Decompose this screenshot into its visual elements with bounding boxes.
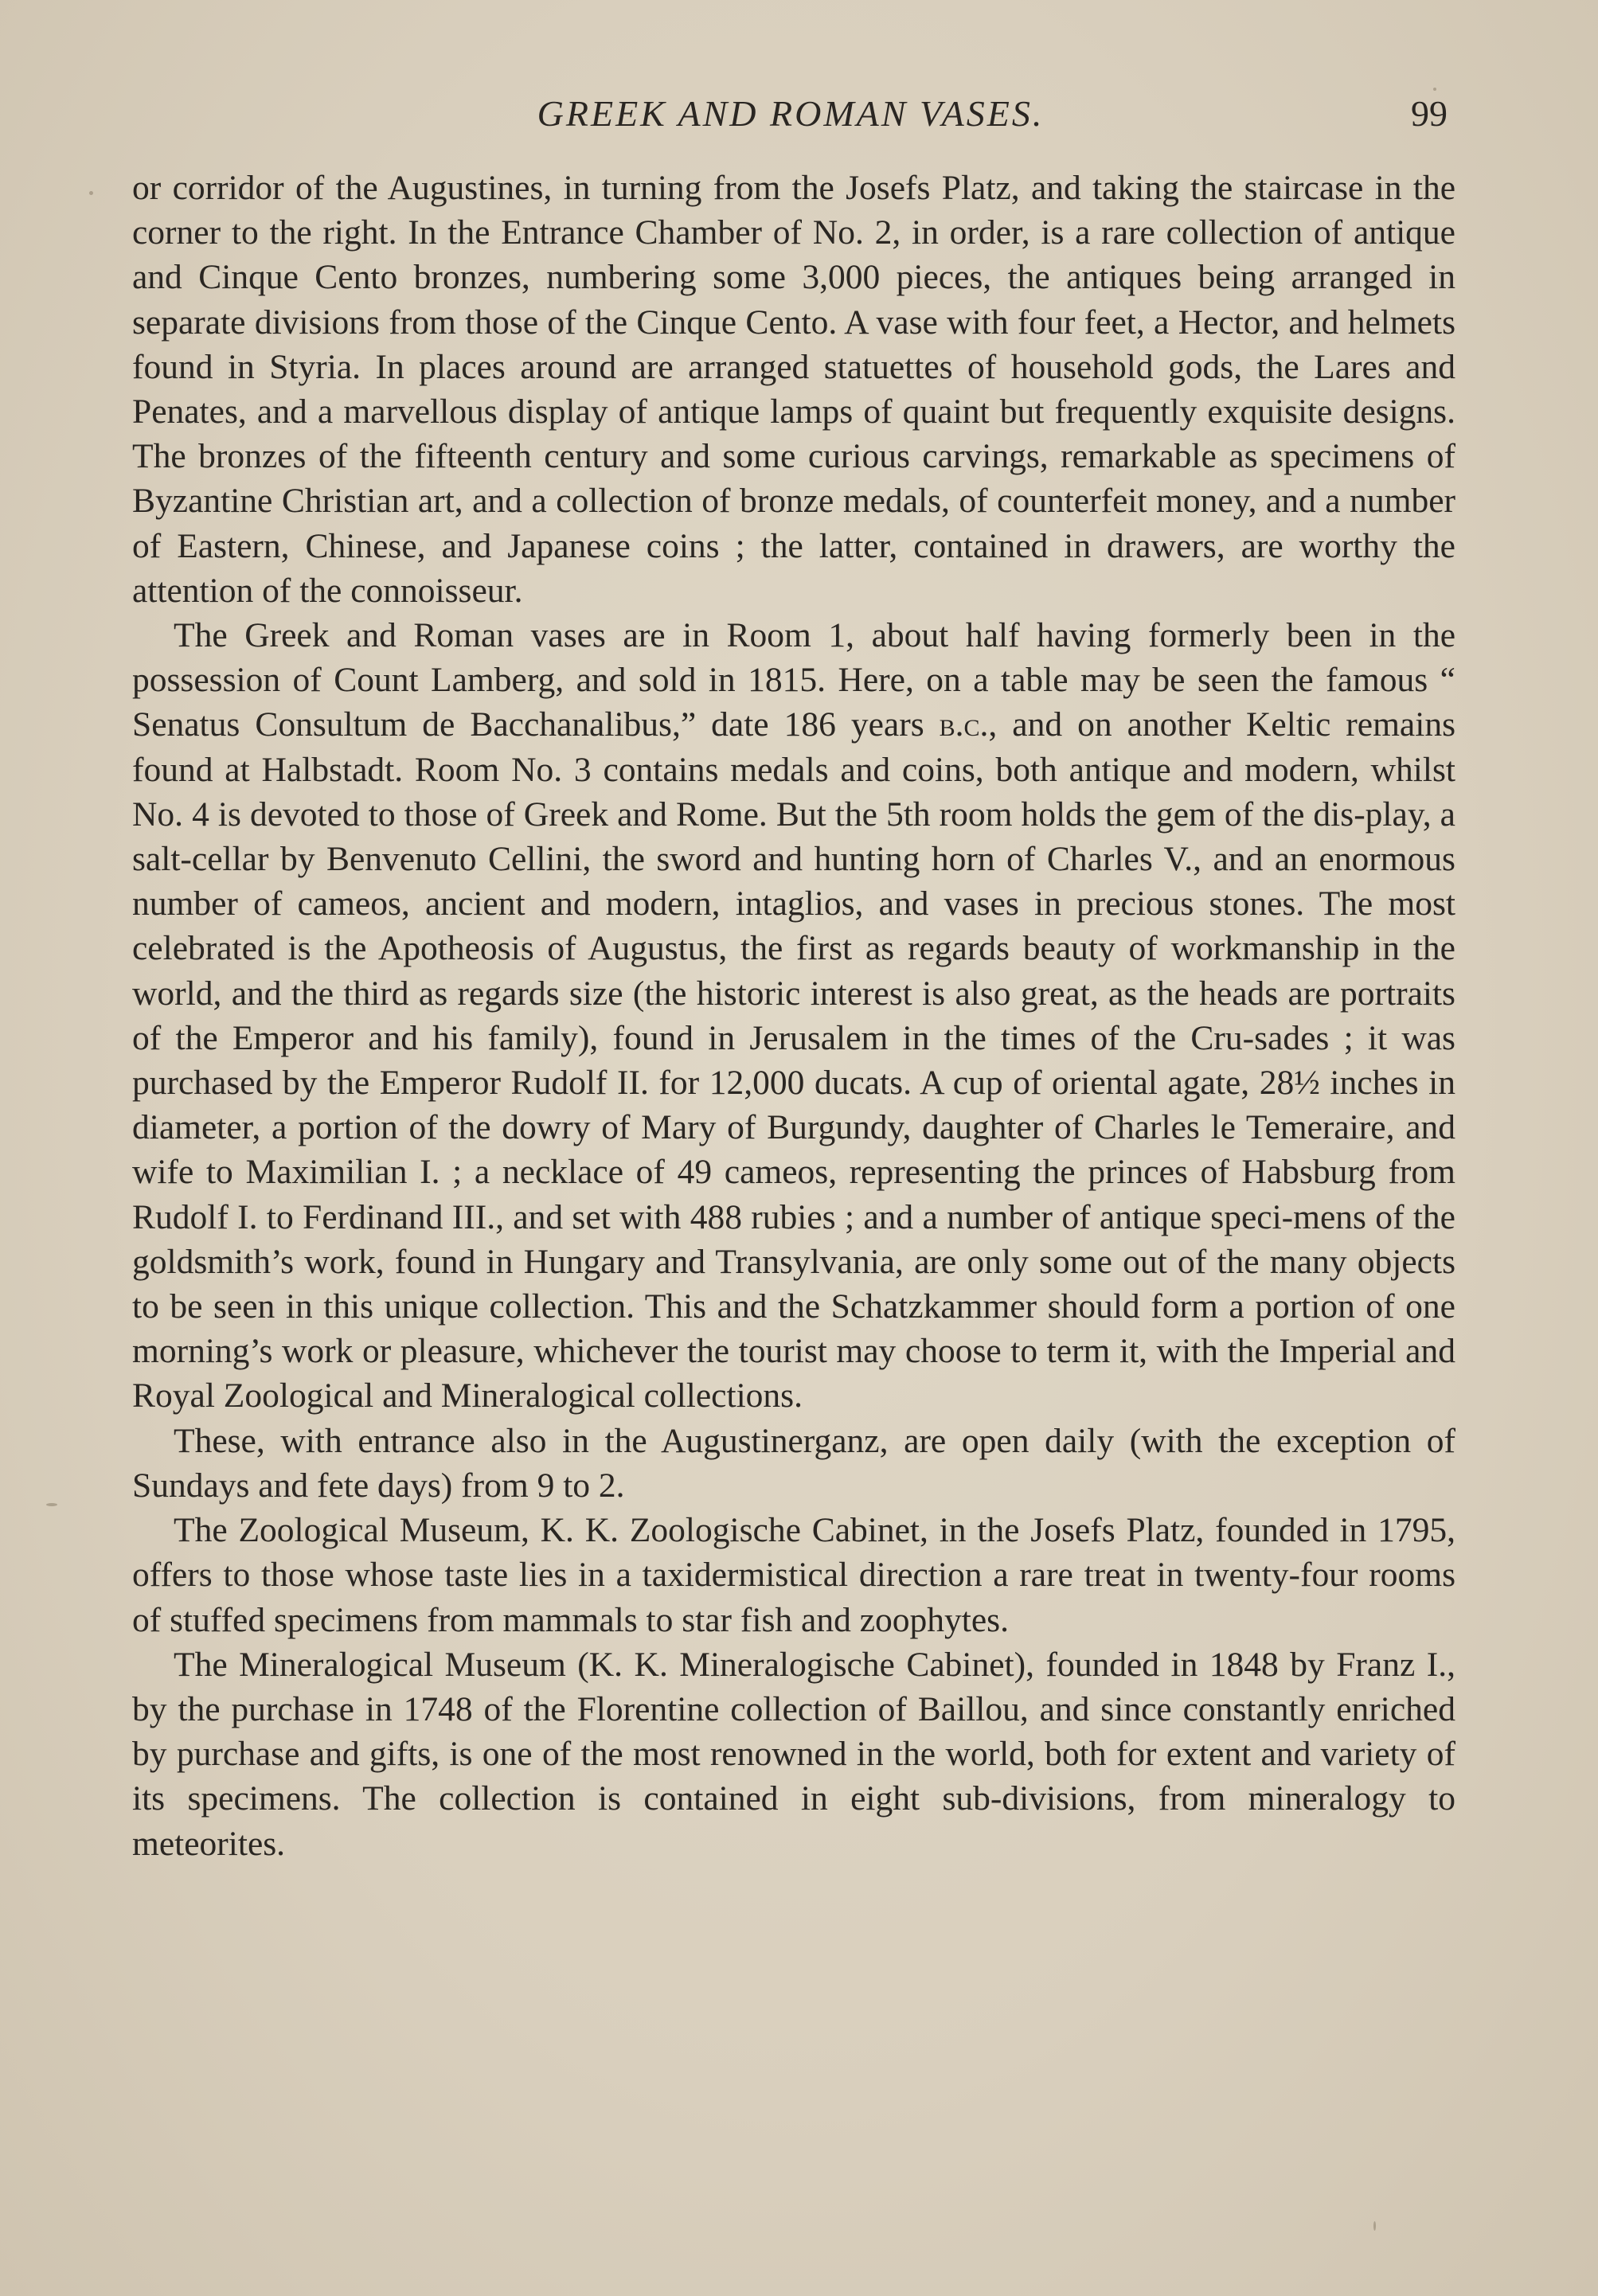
- running-head: [134, 86, 1448, 142]
- page-number: 99: [1411, 93, 1448, 134]
- date-abbreviation: b.c.: [939, 705, 989, 744]
- running-title: GREEK AND ROMAN VASES.: [537, 93, 1045, 134]
- paragraph-2-part-2: , and on another Keltic remains found at Halbstadt. Room No. 3 contains medals and coins, both antique and modern, whilst No. 4 is devoted to those of Greek and Rome. But the 5th room holds the gem of the dis-play, a salt-cellar by Benvenuto Cellini, the sword and hunting horn of Charles V., and an enormous number of cameos, ancient and modern, intaglios, and vases in precious stones. The most celebrated is the Apotheosis of Augustus, the first as regards beauty of workmanship in the world, and the third as regards size (the historic interest is also great, as the heads are portraits of the Emperor and his family), found in Jerusalem in the times of the Cru-sades ; it was purchased by the Emperor Rudolf II. for 12,000 ducats. A cup of oriental agate, 28½ inches in diameter, a portion of the dowry of Mary of Burgundy, daughter of Charles le Temeraire, and wife to Maximilian I. ; a necklace of 49 cameos, representing the princes of Habsburg from Rudolf I. to Ferdinand III., and set with 488 rubies ; and a number of antique speci-mens of the goldsmith’s work, found in Hungary and Transylvania, are only some out of the many objects to be seen in this unique collection. This and the Schatzkammer should form a portion of one morning’s work or pleasure, whichever the tourist may choose to term it, with the Imperial and Royal Zoological and Mineralogical collections.: [132, 705, 1455, 1415]
- paper-speck: [1373, 2221, 1376, 2231]
- paragraph-4: The Zoological Museum, K. K. Zoologische Cabinet, in the Josefs Platz, founded in 1795, offers to those whose taste lies in a taxidermistical direction a rare treat in twenty-four rooms of stuffed specimens from mammals to star fish and zoophytes.: [132, 1511, 1455, 1639]
- paragraph-3: These, with entrance also in the Augustinerganz, are open daily (with the exception of Sundays and fete days) from 9 to 2.: [132, 1421, 1455, 1505]
- body-text: [132, 166, 1455, 1866]
- paragraph-2-part-1: The Greek and Roman vases are in Room 1, about half having formerly been in the possession of Count Lamberg, and sold in 1815. Here, on a table may be seen the famous “ Senatus Consultum de Bacchanalibus,” date 186 years: [132, 616, 1455, 744]
- paragraph-5: The Mineralogical Museum (K. K. Mineralogische Cabinet), founded in 1848 by Franz I., by the purchase in 1748 of the Florentine collection of Baillou, and since constantly enriched by purchase and gifts, is one of the most renowned in the world, both for extent and variety of its specimens. The collection is contained in eight sub-divisions, from mineralogy to meteorites.: [132, 1645, 1455, 1863]
- paper-speck: [89, 191, 93, 195]
- paper-speck: [1433, 88, 1436, 91]
- paragraph-1: or corridor of the Augustines, in turning from the Josefs Platz, and taking the staircase in the corner to the right. In the Entrance Chamber of No. 2, in order, is a rare collection of antique and Cinque Cento bronzes, numbering some 3,000 pieces, the antiques being arranged in separate divisions from those of the Cinque Cento. A vase with four feet, a Hector, and helmets found in Styria. In places around are arranged statuettes of household gods, the Lares and Penates, and a marvellous display of antique lamps of quaint but frequently exquisite designs. The bronzes of the fifteenth century and some curious carvings, remarkable as specimens of Byzantine Christian art, and a collection of bronze medals, of counterfeit money, and a number of Eastern, Chinese, and Japanese coins ; the latter, contained in drawers, are worthy the attention of the connoisseur.: [132, 169, 1455, 610]
- paragraph-2: [132, 613, 1455, 1419]
- paper-speck: [46, 1503, 57, 1506]
